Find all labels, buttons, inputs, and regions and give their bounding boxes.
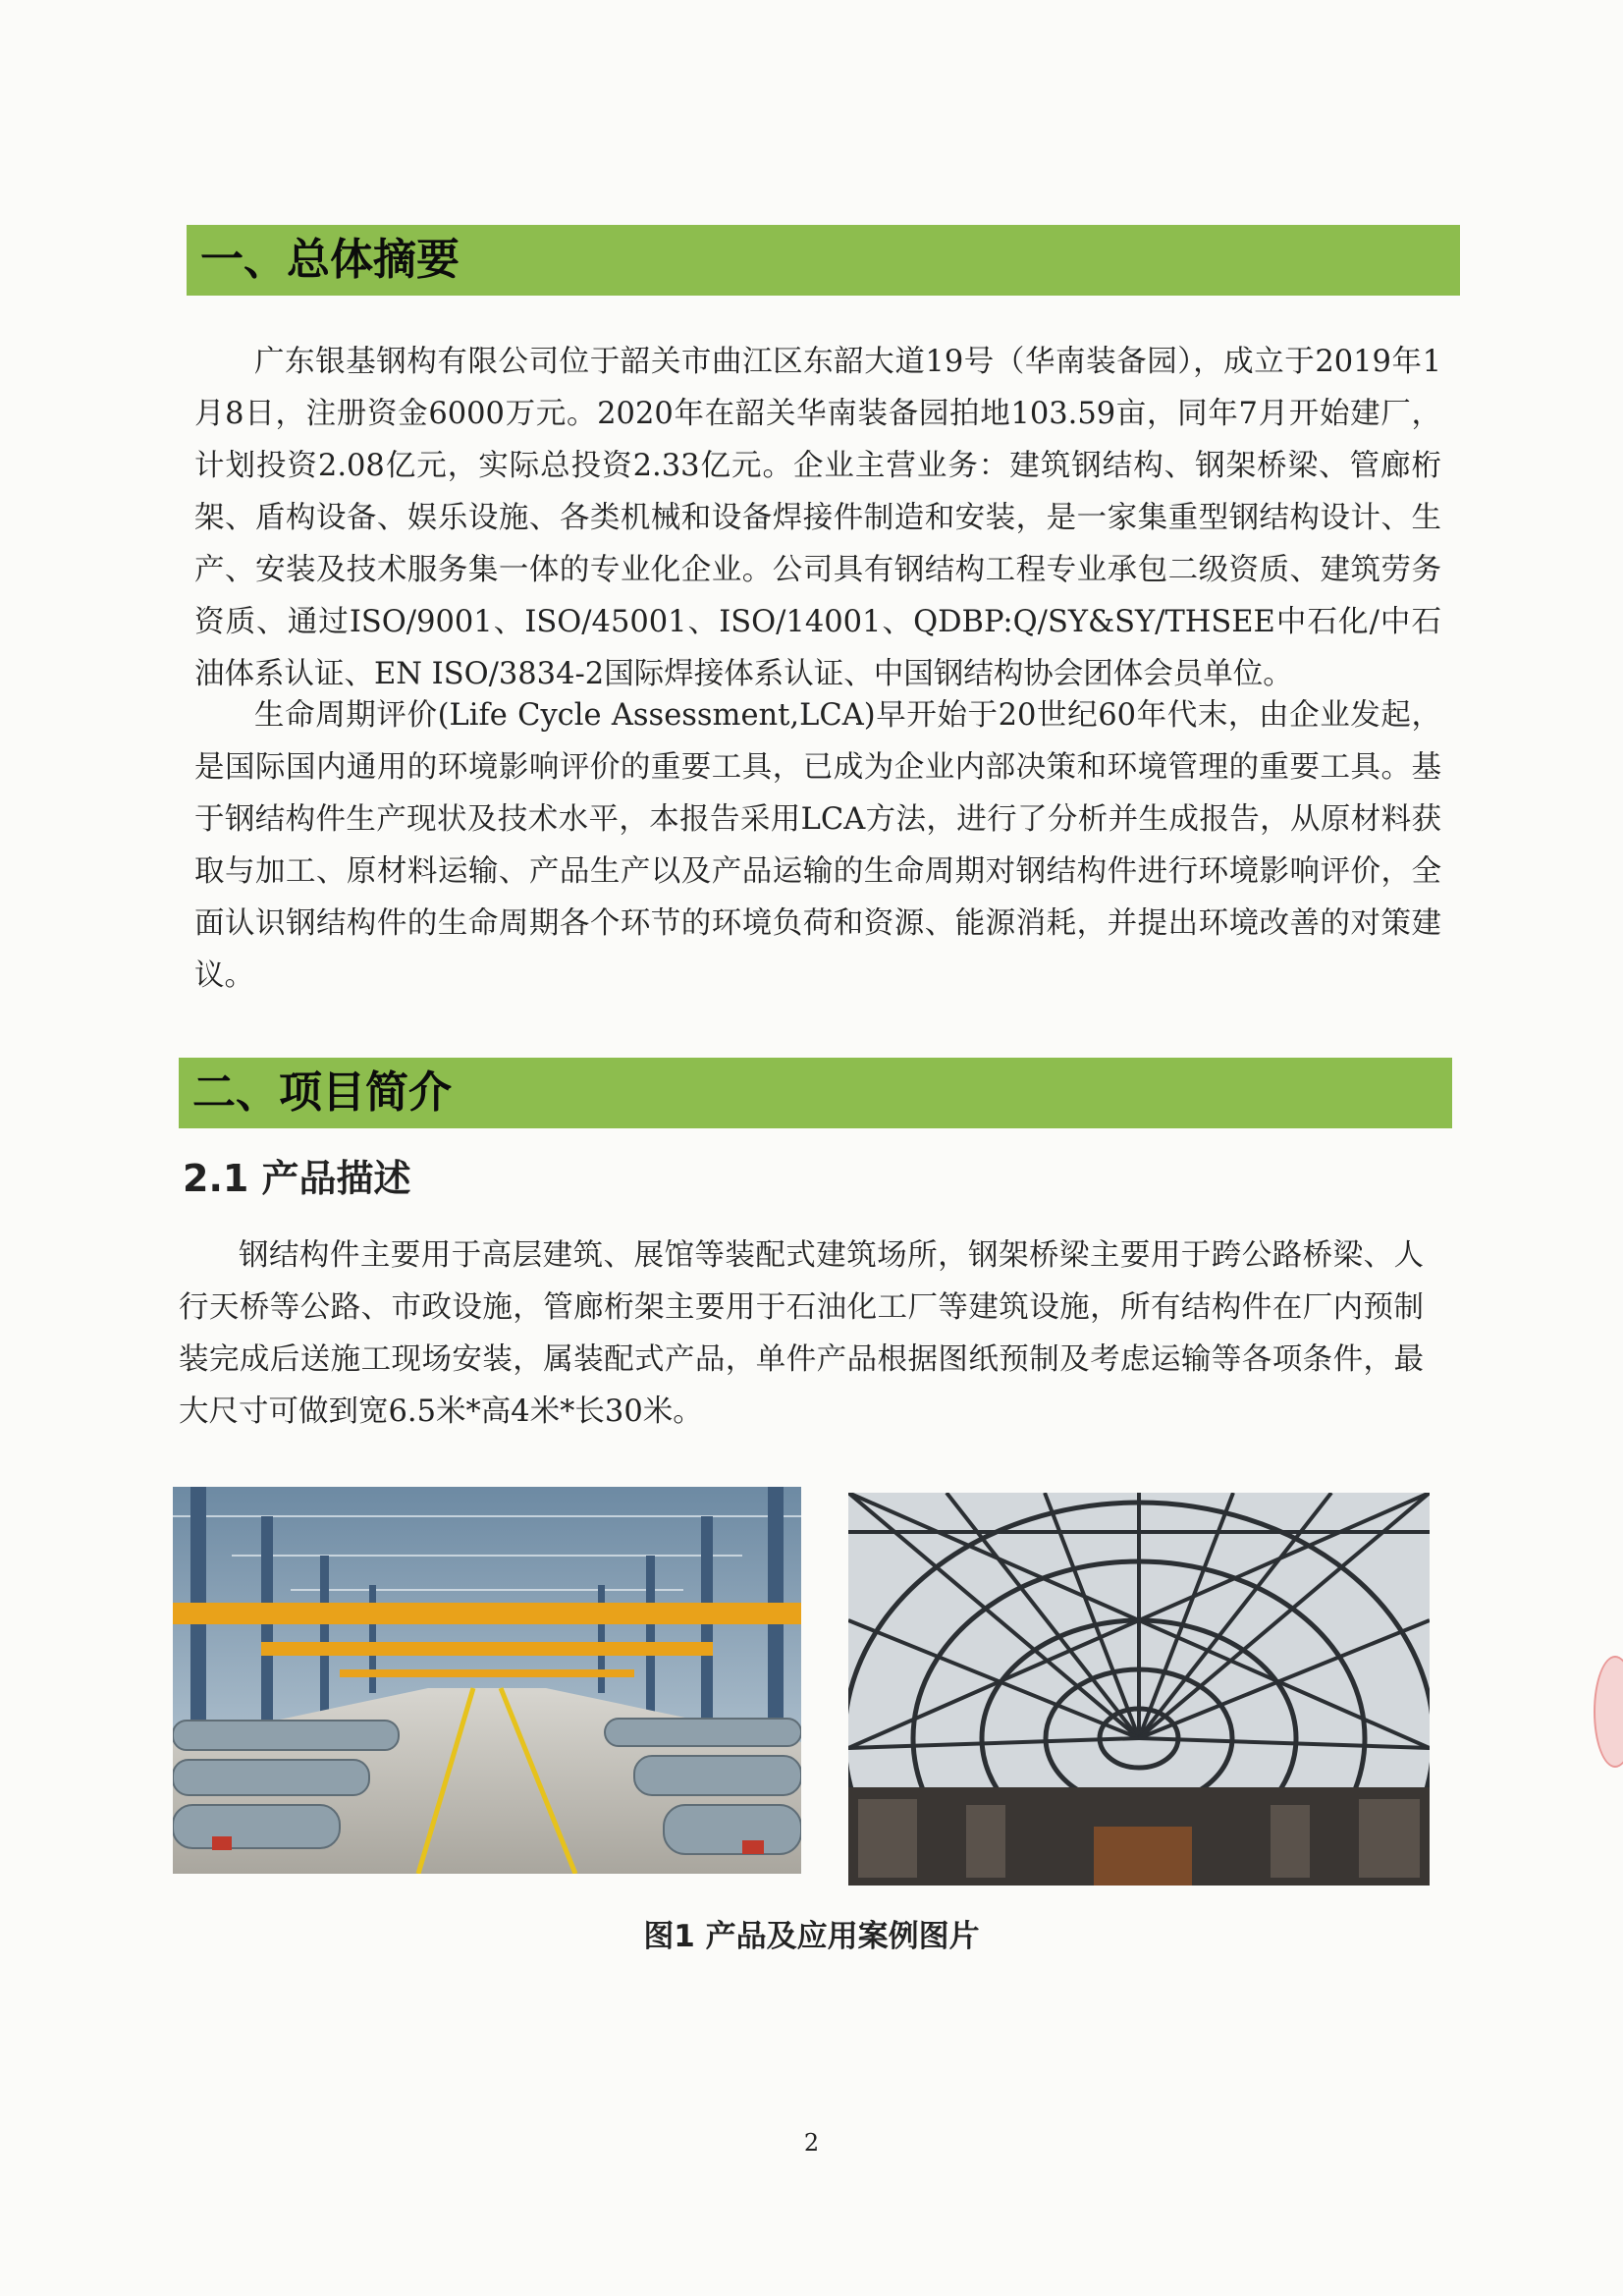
summary-paragraph-1: 广东银基钢构有限公司位于韶关市曲江区东韶大道19号（华南装备园），成立于2019年1月8日，注册资金6000万元。2020年在韶关华南装备园拍地103.59亩，同年7月开始建厂，计划投资2.08亿元，实际总投资2.33亿元。企业主营业务：建筑钢结构、钢架桥梁、管廊桁架、盾构设备、娱乐设施、各类机械和设备焊接件制造和安装，是一家集重型钢结构设计、生产、安装及技术服务集一体的专业化企业。公司具有钢结构工程专业承包二级资质、建筑劳务资质、通过ISO/9001、ISO/45001、ISO/14001、QDBP:Q/SY&SY/THSEE中石化/中石油体系认证、EN ISO/3834-2国际焊接体系认证、中国钢结构协会团体会员单位。 [194, 345, 1441, 691]
figure-caption: 图1 产品及应用案例图片 [643, 1919, 980, 1954]
summary-paragraph-2: 生命周期评价(Life Cycle Assessment,LCA)早开始于20世纪60年代末，由企业发起，是国际国内通用的环境影响评价的重要工具，已成为企业内部决策和环境管理的重要工具。基于钢结构件生产现状及技术水平，本报告采用LCA方法，进行了分析并生成报告，从原材料获取与加工、原材料运输、产品生产以及产品运输的生命周期对钢结构件进行环境影响评价，全面认识钢结构件的生命周期各个环节的环境负荷和资源、能源消耗，并提出环境改善的对策建议。 [194, 698, 1441, 993]
red-seal-stamp [1594, 1656, 1623, 1768]
steel-dome-photo [848, 1493, 1430, 1886]
factory-interior-photo [173, 1487, 801, 1874]
section-2-heading: 二、项目简介 [179, 1058, 1452, 1128]
product-description-paragraph: 钢结构件主要用于高层建筑、展馆等装配式建筑场所，钢架桥梁主要用于跨公路桥梁、人行天桥等公路、市政设施，管廊桁架主要用于石油化工厂等建筑设施，所有结构件在厂内预制装完成后送施工现场安装，属装配式产品，单件产品根据图纸预制及考虑运输等各项条件，最大尺寸可做到宽6.5米*高4米*长30米。 [179, 1238, 1424, 1429]
section-1-heading: 一、总体摘要 [187, 225, 1460, 296]
subsection-heading: 2.1 产品描述 [183, 1157, 411, 1200]
page-number: 2 [803, 2129, 820, 2157]
